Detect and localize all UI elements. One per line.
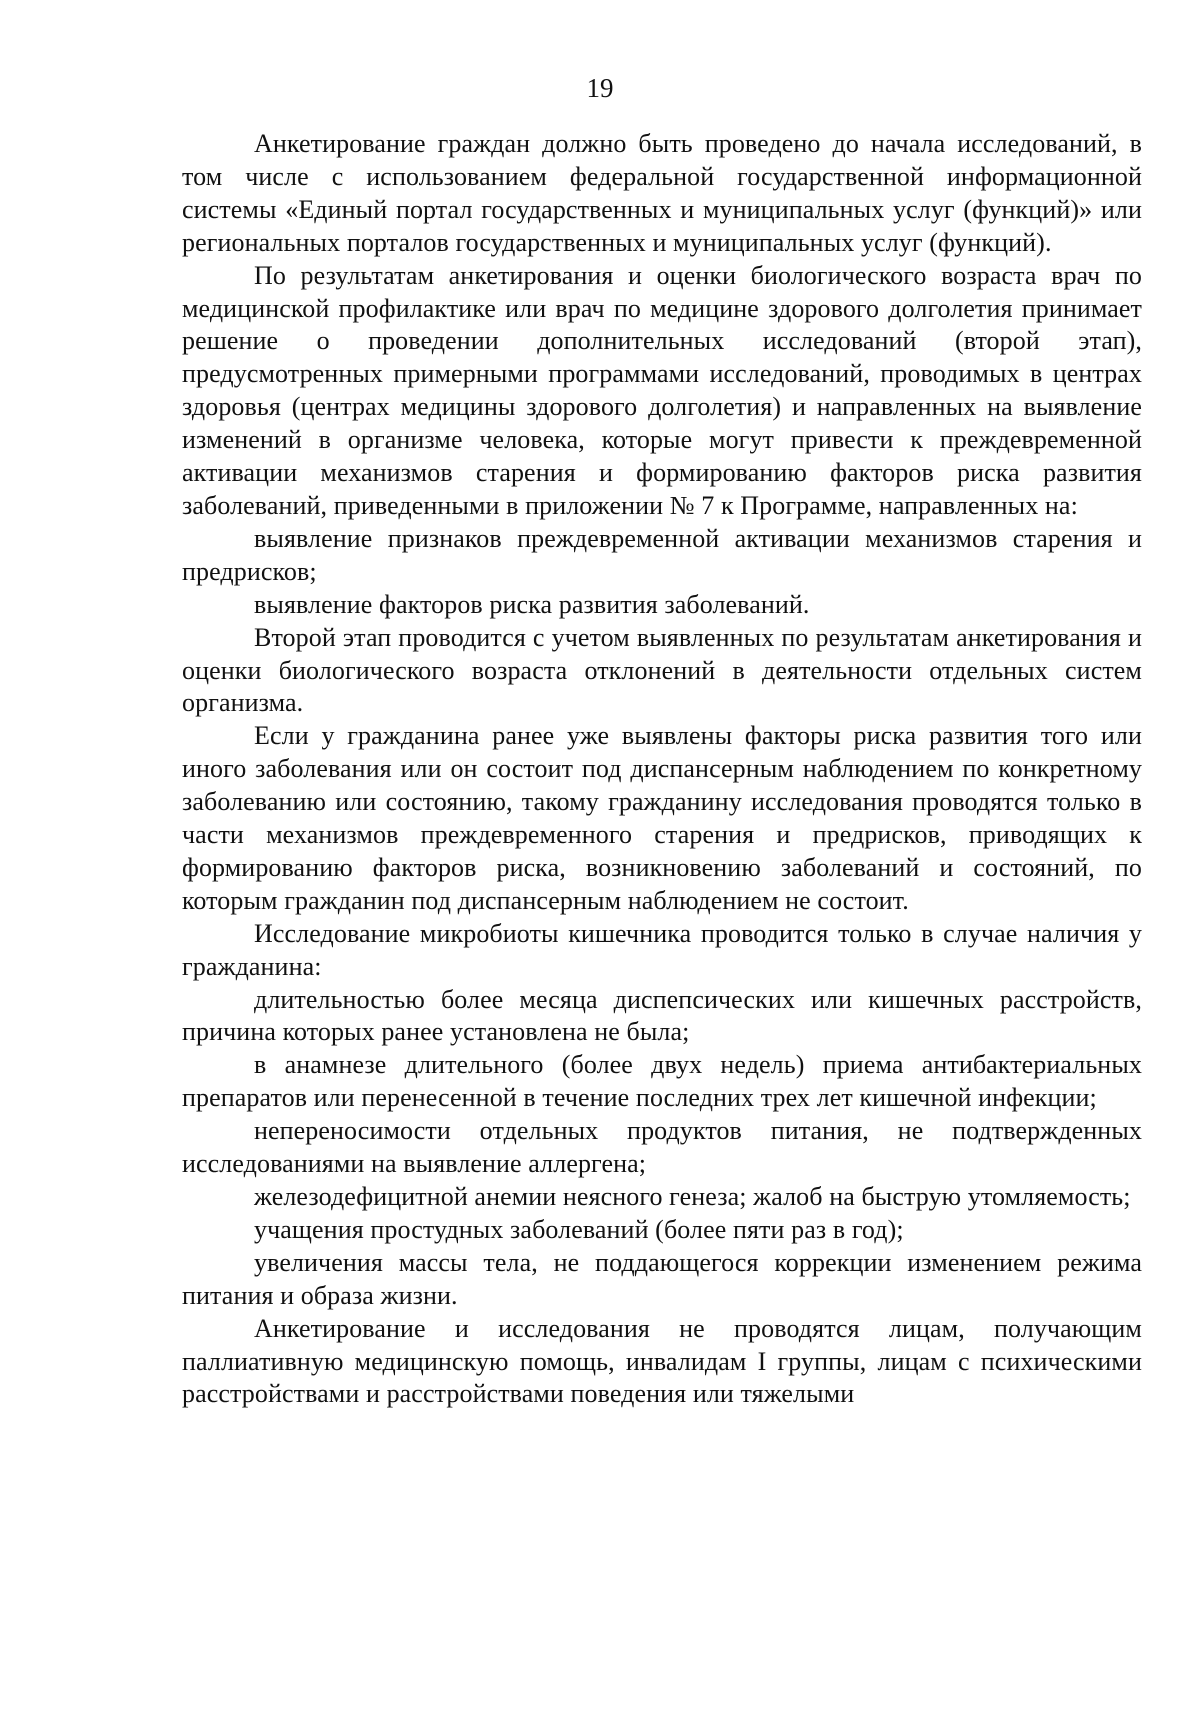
paragraph-item-risk-factors: выявление факторов риска развития заболеваний. xyxy=(254,589,810,619)
paragraph-exclusions: Анкетирование и исследования не проводятся лицам, получающим паллиативную медицинскую помощь, инвалидам I группы, лицам с психическими расстройствами и расстройствами поведения или тяжелыми xyxy=(182,1313,1142,1409)
paragraph-item-aging-signs: выявление признаков преждевременной активации механизмов старения и предрисков; xyxy=(182,523,1142,586)
paragraph-item-weight: увеличения массы тела, не поддающегося коррекции изменением режима питания и образа жизни. xyxy=(182,1247,1142,1310)
paragraph-existing-risk-factors: Если у гражданина ранее уже выявлены факторы риска развития того или иного заболевания или он состоит под диспансерным наблюдением по конкретному заболеванию или состоянию, такому гражданину исследования проводятся только в части механизмов преждевременного старения и предрисков, приводящих к формированию факторов риска, возникновению заболеваний и состояний, по которым гражданин под диспансерным наблюдением не состоит. xyxy=(182,721,1142,915)
paragraph-survey-timing: Анкетирование граждан должно быть проведено до начала исследований, в том числе с использованием федеральной государственной информационной системы «Единый портал государственных и муниципальных услуг (функций)» или региональных порталов государственных и муниципальных услуг (функций). xyxy=(182,129,1142,257)
paragraph-microbiota-intro: Исследование микробиоты кишечника проводится только в случае наличия у гражданина: xyxy=(182,918,1142,981)
paragraph-item-dyspepsia: длительностью более месяца диспепсических или кишечных расстройств, причина которых ранее установлена не была; xyxy=(182,984,1142,1047)
paragraph-item-anemia: железодефицитной анемии неясного генеза; жалоб на быструю утомляемость; xyxy=(254,1182,1131,1211)
paragraph-item-colds: учащения простудных заболеваний (более пяти раз в год); xyxy=(254,1214,904,1244)
paragraph-second-stage-decision: По результатам анкетирования и оценки биологического возраста врач по медицинской профилактике или врач по медицине здорового долголетия принимает решение о проведении дополнительных исследований (второй этап), предусмотренных примерными программами исследований, проводимых в центрах здоровья (центрах медицины здорового долголетия) и направленных на выявление изменений в организме человека, которые могут привести к преждевременной активации механизмов старения и формированию факторов риска развития заболеваний, приведенными в приложении № 7 к Программе, направленных на: xyxy=(182,260,1142,520)
document-body xyxy=(182,128,1142,1411)
paragraph-second-stage-basis: Второй этап проводится с учетом выявленных по результатам анкетирования и оценки биологического возраста отклонений в деятельности отдельных систем организма. xyxy=(182,622,1142,718)
paragraph-item-antibiotics: в анамнезе длительного (более двух недель) приема антибактериальных препаратов или перенесенной в течение последних трех лет кишечной инфекции; xyxy=(182,1050,1142,1113)
page-number: 19 xyxy=(586,73,614,103)
paragraph-item-food-intolerance: непереносимости отдельных продуктов питания, не подтвержденных исследованиями на выявление аллергена; xyxy=(182,1116,1142,1179)
